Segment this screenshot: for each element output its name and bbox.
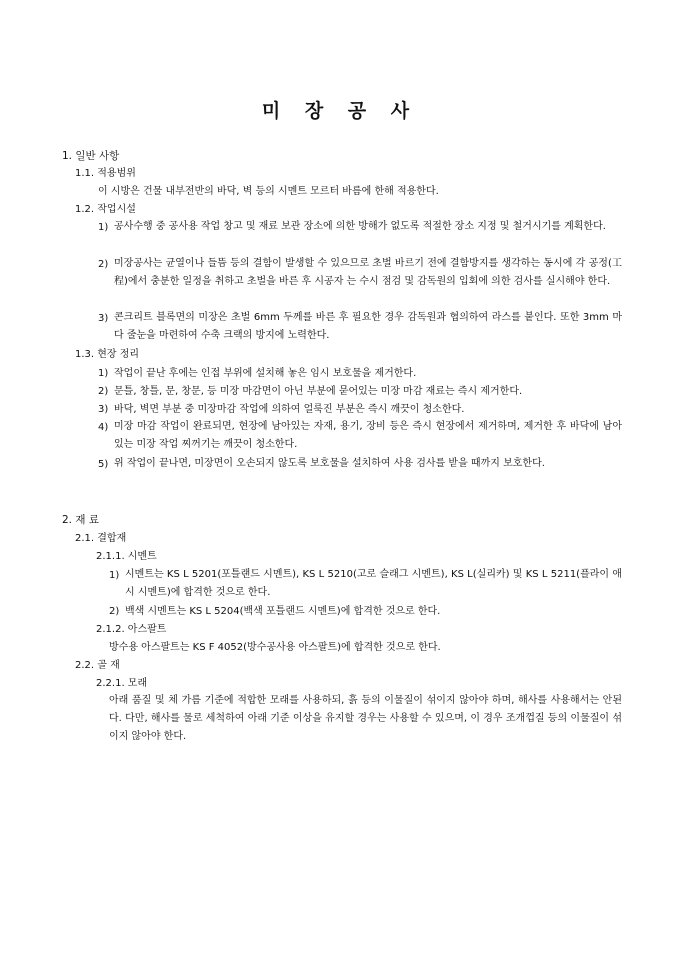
section-2-2-1-body: 아래 품질 및 체 가름 기준에 적합한 모래를 사용하되, 흙 등의 이물질이 섞이지 않아야 하며, 해사를 사용해서는 안된다. 다만, 해사를 물로 세척하여 아래 기준 이상을 유지할 경우는 사용할 수 있으며, 이 경우 조개껍질 등의 이물질이 섞이지 않아야 한다. xyxy=(109,695,622,742)
section-2-1-1-heading: 2.1.1. 시멘트 xyxy=(96,551,157,562)
list-item-number: 1) xyxy=(98,368,109,379)
page-title: 미 장 공 사 xyxy=(261,100,419,122)
list-item-text: 작업이 끝난 후에는 인접 부위에 설치해 놓은 임시 보호물을 제거한다. xyxy=(114,368,417,379)
list-item-number: 3) xyxy=(98,313,109,324)
list-item-number: 4) xyxy=(98,422,109,433)
list-item-text: 문틀, 창틀, 문, 창문, 등 미장 마감면이 아닌 부분에 묻어있는 미장 마감 재료는 즉시 제거한다. xyxy=(114,386,523,397)
list-item-text: 바닥, 벽면 부분 중 미장마감 작업에 의하여 얼룩진 부분은 즉시 깨끗이 청소한다. xyxy=(114,404,465,415)
section-1-2-heading: 1.2. 작업시설 xyxy=(75,204,136,215)
section-1-1-body: 이 시방은 건물 내부전반의 바닥, 벽 등의 시멘트 모르터 바름에 한해 적용한다. xyxy=(98,186,439,197)
list-item-text: 미장공사는 균열이나 들뜸 등의 결함이 발생할 수 있으므로 초벌 바르기 전에 결함방지를 생각하는 동시에 각 공정(工程)에서 충분한 일정을 취하고 초벌을 바른 후 시공자 는 수시 점검 및 감독원의 입회에 의한 검사를 실시해야 한다. xyxy=(114,258,622,287)
section-1-heading: 1. 일반 사항 xyxy=(62,150,120,162)
list-item-number: 3) xyxy=(98,404,109,415)
list-item-text: 콘크리트 블록면의 미장은 초벌 6mm 두께를 바른 후 필요한 경우 감독원과 협의하여 라스를 붙인다. 또한 3mm 마다 줄눈을 마련하여 수축 크랙의 방지에 노력한다. xyxy=(114,312,622,341)
list-item-number: 1) xyxy=(109,570,120,581)
section-2-1-2-body: 방수용 아스팔트는 KS F 4052(방수공사용 아스팔트)에 합격한 것으로 한다. xyxy=(109,642,441,653)
list-item-number: 2) xyxy=(98,259,109,270)
section-2-2-heading: 2.2. 골 재 xyxy=(75,660,120,671)
list-item-number: 1) xyxy=(98,222,109,233)
list-item-text: 시멘트는 KS L 5201(포틀랜드 시멘트), KS L 5210(고로 슬래그 시멘트), KS L(실리카) 및 KS L 5211(플라이 애시 시멘트)에 합격한 것으로 한다. xyxy=(125,569,622,598)
section-2-2-1-heading: 2.2.1. 모래 xyxy=(96,678,148,689)
list-item-number: 5) xyxy=(98,459,109,470)
list-item-text: 미장 마감 작업이 완료되면, 현장에 남아있는 자재, 용기, 장비 등은 즉시 현장에서 제거하며, 제거한 후 바닥에 남아 있는 미장 작업 찌꺼기는 깨끗이 청소한다. xyxy=(114,421,622,450)
list-item-number: 2) xyxy=(109,606,120,617)
section-1-3-heading: 1.3. 현장 정리 xyxy=(75,349,140,360)
section-2-1-2-heading: 2.1.2. 아스팔트 xyxy=(96,624,167,635)
list-item-text: 백색 시멘트는 KS L 5204(백색 포틀랜드 시멘트)에 합격한 것으로 한다. xyxy=(125,606,441,617)
list-item-text: 위 작업이 끝나면, 미장면이 오손되지 않도록 보호물을 설치하여 사용 검사를 받을 때까지 보호한다. xyxy=(114,458,545,469)
list-item-number: 2) xyxy=(98,386,109,397)
list-item-text: 공사수행 중 공사용 작업 창고 및 재료 보관 장소에 의한 방해가 없도록 적절한 장소 지정 및 철거시기를 계획한다. xyxy=(114,221,606,232)
section-2-1-heading: 2.1. 결합재 xyxy=(75,533,127,544)
section-1-1-heading: 1.1. 적용범위 xyxy=(75,168,136,179)
section-2-heading: 2. 재 료 xyxy=(62,514,99,526)
